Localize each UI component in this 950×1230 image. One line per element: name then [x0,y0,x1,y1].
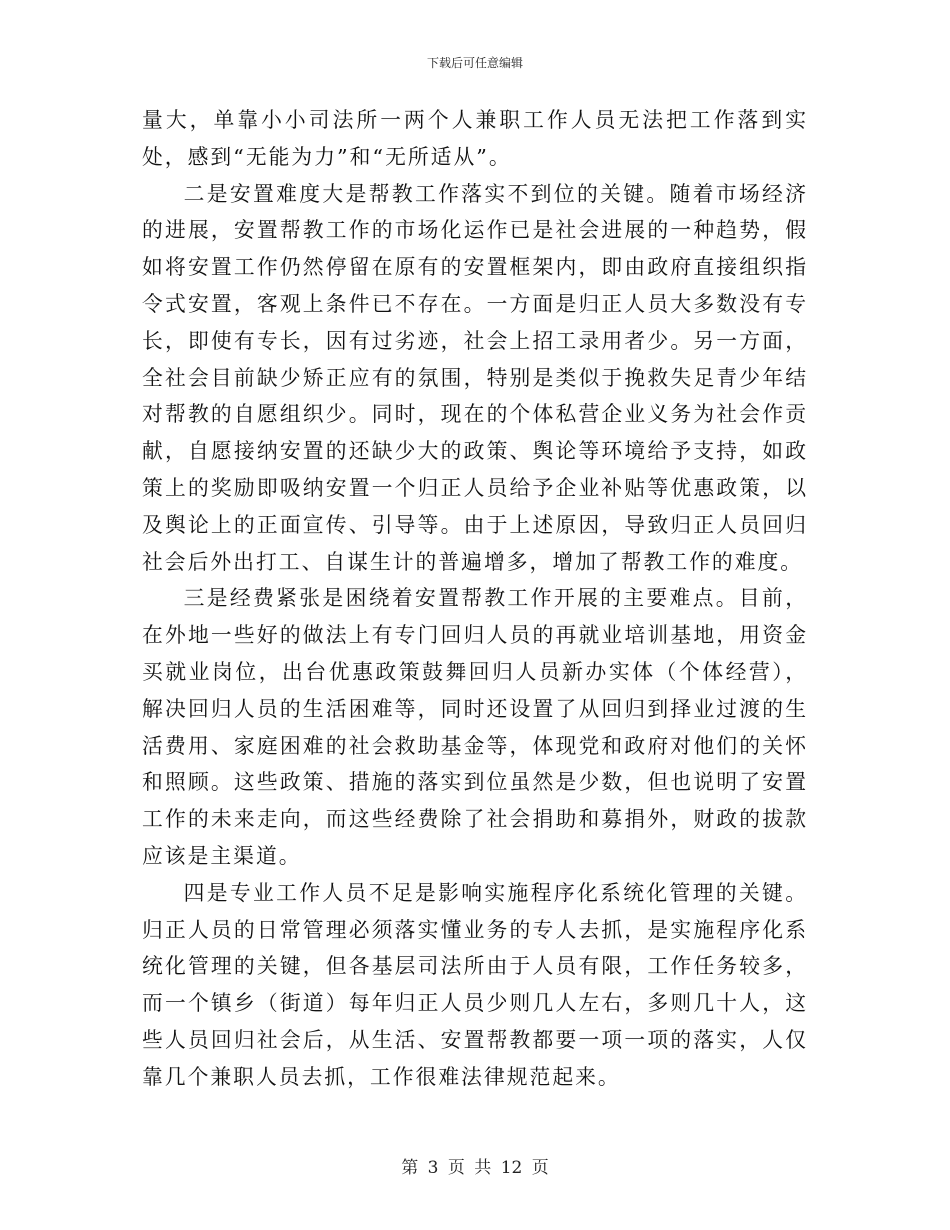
paragraph-placement-difficulty: 二是安置难度大是帮教工作落实不到位的关键。随着市场经济的进展，安置帮教工作的市场化运作已是社会进展的一种趋势，假如将安置工作仍然停留在原有的安置框架内，即由政府直接组织指令式安置，客观上条件已不存在。一方面是归正人员大多数没有专长，即使有专长，因有过劣迹，社会上招工录用者少。另一方面，全社会目前缺少矫正应有的氛围，特别是类似于挽救失足青少年结对帮教的自愿组织少。同时，现在的个体私营企业义务为社会作贡献，自愿接纳安置的还缺少大的政策、舆论等环境给予支持，如政策上的奖励即吸纳安置一个归正人员给予企业补贴等优惠政策，以及舆论上的正面宣传、引导等。由于上述原因，导致归正人员回归社会后外出打工、自谋生计的普遍增多，增加了帮教工作的难度。 [142,181,808,574]
page-header: 下载后可任意编辑 [426,56,523,70]
paragraph-continuation: 量大，单靠小小司法所一两个人兼职工作人员无法把工作落到实处，感到“无能为力”和“无所适从”。 [142,108,808,169]
paragraph-staff-shortage: 四是专业工作人员不足是影响实施程序化系统化管理的关键。归正人员的日常管理必须落实懂业务的专人去抓，是实施程序化系统化管理的关键，但各基层司法所由于人员有限，工作任务较多，而一个镇乡（街道）每年归正人员少则几人左右，多则几十人，这些人员回归社会后，从生活、安置帮教都要一项一项的落实，人仅靠几个兼职人员去抓，工作很难法律规范起来。 [142,880,808,1089]
document-body [142,102,808,1096]
page-number-footer: 第 3 页 共 12 页 [401,1158,549,1178]
paragraph-funding-shortage: 三是经费紧张是困绕着安置帮教工作开展的主要难点。目前，在外地一些好的做法上有专门回归人员的再就业培训基地，用资金买就业岗位，出台优惠政策鼓舞回归人员新办实体（个体经营），解决回归人员的生活困难等，同时还设置了从回归到择业过渡的生活费用、家庭困难的社会救助基金等，体现党和政府对他们的关怀和照顾。这些政策、措施的落实到位虽然是少数，但也说明了安置工作的未来走向，而这些经费除了社会捐助和募捐外，财政的拔款应该是主渠道。 [142,586,808,868]
